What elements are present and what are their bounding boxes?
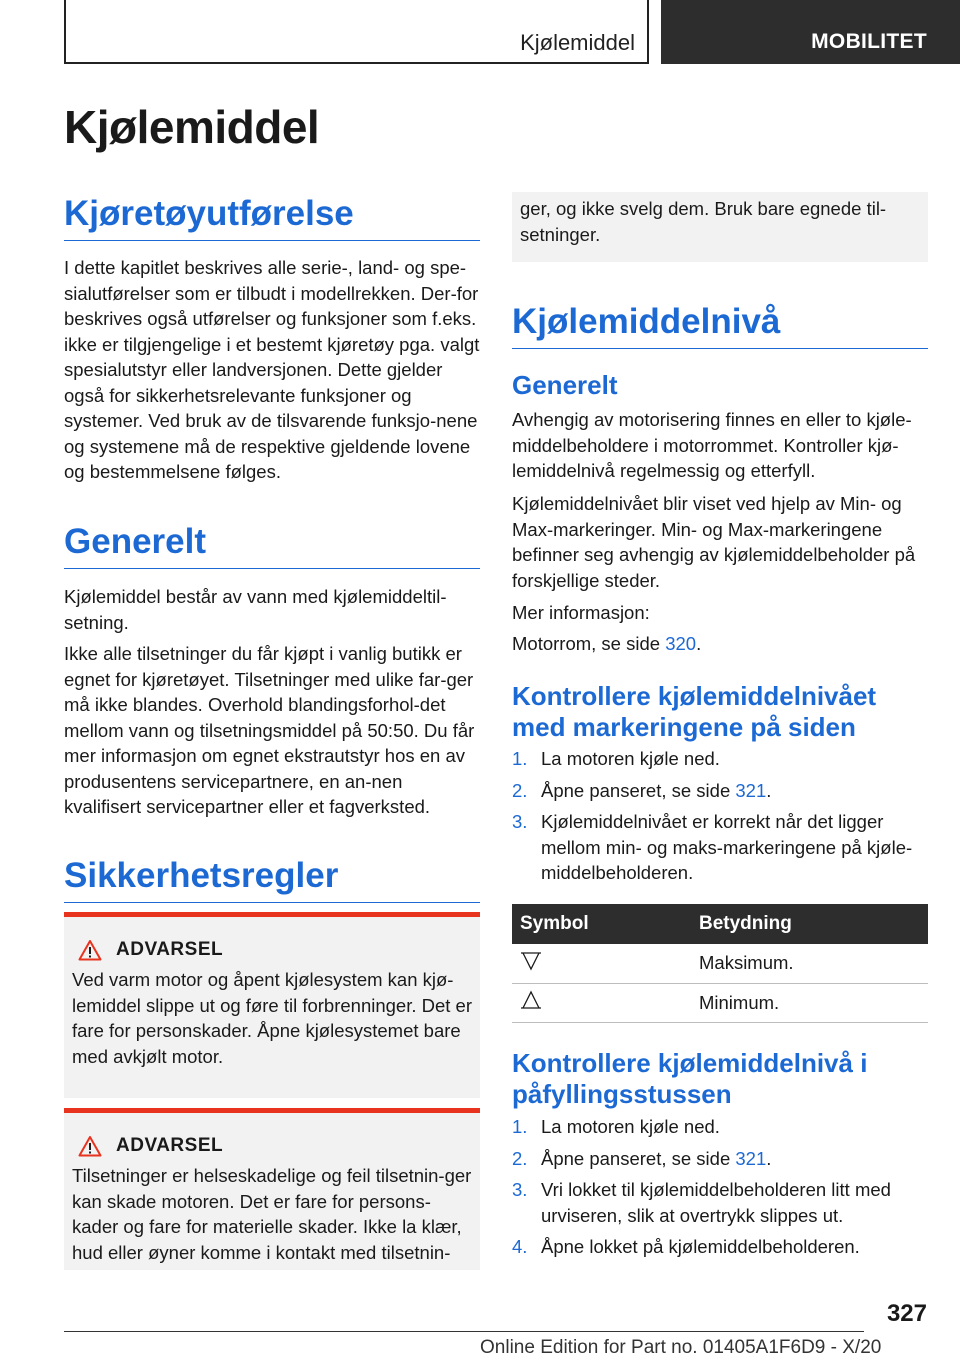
meaning-cell: Minimum.: [691, 983, 928, 1022]
header-section-tab: [661, 0, 960, 64]
symbol-table: [512, 904, 928, 1023]
step-item: [512, 746, 928, 772]
heading-vehicle-version: Kjøretøyutførelse: [64, 194, 480, 241]
warning-title: ADVARSEL: [116, 1135, 224, 1156]
warning-triangle-icon: [78, 1135, 102, 1157]
step-number: 2.: [512, 1147, 528, 1169]
step-item: [512, 1146, 928, 1172]
column-header-symbol: Symbol: [512, 904, 691, 944]
heading-general-level: Generelt: [512, 370, 618, 400]
warning-text: Tilsetninger er helseskadelige og feil tilsetnin-ger kan skade motoren. Det er fare for persons-kader og fare for materielle skader. Ikke la klær, hud eller øyner komme i kontakt med tilsetnin-: [72, 1165, 472, 1263]
header-title: Kjølemiddel: [520, 30, 635, 55]
step-text: Åpne lokket på kjølemiddelbeholderen.: [541, 1236, 860, 1257]
reference-text: Motorrom, se side: [512, 633, 666, 654]
step-item: [512, 809, 928, 886]
table-header-row: [512, 904, 928, 944]
step-text: Åpne panseret, se side 321.: [541, 1147, 772, 1169]
general-paragraph-1: Kjølemiddel består av vann med kjølemiddeltil-setning.: [64, 586, 447, 633]
level-general-paragraph-2: Kjølemiddelnivået blir viset ved hjelp av Min- og Max-markeringer. Min- og Max-markeringene befinner seg avhengig av kjølemiddelbeholder på forskjellige steder.: [512, 493, 916, 591]
step-number: 1.: [512, 748, 528, 769]
page-title: Kjølemiddel: [64, 101, 320, 153]
min-mark-icon: [520, 989, 542, 1011]
engine-bay-reference: [512, 631, 928, 657]
step-number: 1.: [512, 1116, 528, 1137]
page-link-321[interactable]: 321: [735, 779, 767, 801]
level-general-paragraph-1: Avhengig av motorisering finnes en eller to kjøle-middelbeholdere i motorrommet. Kontroller kjø-lemiddelnivå regelmessig og etterfyll.: [512, 409, 912, 481]
footer-divider: [64, 1331, 864, 1332]
more-info-label: Mer informasjon:: [512, 602, 650, 623]
heading-check-filler-neck: Kontrollere kjølemiddelnivå i påfyllingsstussen: [512, 1048, 868, 1109]
warning-triangle-icon: [78, 939, 102, 961]
step-number: 4.: [512, 1236, 528, 1257]
step-number: 2.: [512, 779, 528, 801]
step-item: [512, 1114, 928, 1140]
warning-text: Ved varm motor og åpent kjølesystem kan kjø-lemiddel slippe ut og føre til forbrenninger. Det er fare for personskader. Åpne kjølesystemet bare med avkjølt motor.: [72, 969, 473, 1067]
vehicle-version-text: I dette kapitlet beskrives alle serie-, land- og spe-sialutførelser som er tilbudt i modellrekken. Der-for beskrives også utførelser og funksjoner som f.eks. ikke er tilgjengelige i et bestemt kjøretøy pga. valgt spesialutstyr eller landversjonen. Dette gjelder også for sikkerhetsrelevante funksjoner og systemer. Ved bruk av de tilsvarende funksjo-nene og systemene må de respektive gjeldende lovene og bestemmelsene følges.: [64, 257, 480, 482]
step-item: [512, 1177, 928, 1228]
warning-title: ADVARSEL: [116, 939, 224, 960]
step-item: [512, 1234, 928, 1260]
table-row: [512, 944, 928, 983]
heading-general: Generelt: [64, 522, 480, 569]
page-link-320[interactable]: 320: [665, 633, 697, 654]
heading-safety-rules: Sikkerhetsregler: [64, 856, 480, 903]
page-number: 327: [886, 1300, 927, 1327]
step-text: Åpne panseret, se side 321.: [541, 779, 772, 801]
step-item: [512, 778, 928, 804]
step-number: 3.: [512, 1179, 528, 1200]
column-header-meaning: Betydning: [691, 904, 928, 944]
step-text: Vri lokket til kjølemiddelbeholderen litt med urviseren, slik at overtrykk slippes ut.: [541, 1179, 891, 1226]
warning-header: [72, 939, 472, 961]
warning-box-hot-engine: [64, 912, 480, 1098]
reference-end: .: [696, 633, 702, 654]
steps-check-markings: [512, 746, 928, 892]
symbol-cell: [512, 944, 691, 983]
footer-edition-text: Online Edition for Part no. 01405A1F6D9 - X/20: [480, 1337, 882, 1358]
step-text: La motoren kjøle ned.: [541, 748, 720, 769]
symbol-cell: [512, 983, 691, 1022]
step-text: Kjølemiddelnivået er korrekt når det ligger mellom min- og maks-markeringene på kjøle-middelbeholderen.: [541, 811, 913, 883]
header-title-box: [64, 0, 649, 64]
max-mark-icon: [520, 950, 542, 972]
warning-header: [72, 1135, 472, 1157]
heading-check-markings: Kontrollere kjølemiddelnivået med markeringene på siden: [512, 681, 877, 742]
header-section-label: MOBILITET: [811, 30, 927, 53]
step-number: 3.: [512, 811, 528, 832]
heading-coolant-level: Kjølemiddelnivå: [512, 302, 928, 349]
table-row: [512, 983, 928, 1022]
step-text: La motoren kjøle ned.: [541, 1116, 720, 1137]
meaning-cell: Maksimum.: [691, 944, 928, 983]
steps-check-filler-neck: [512, 1114, 928, 1266]
general-paragraph-2: Ikke alle tilsetninger du får kjøpt i vanlig butikk er egnet for kjøretøyet. Tilsetninger med ulike far-ger må ikke blandes. Overhold blandingsforhol-det mellom vann og tilsetningsmiddel på 50:50. Du får mer informasjon om egnet ekstrautstyr hos en av produsentens servicepartnere, en an-nen kvalifisert servicepartner eller et fagverksted.: [64, 643, 475, 817]
warning-continuation: ger, og ikke svelg dem. Bruk bare egnede til-setninger.: [512, 192, 928, 262]
page-link-321[interactable]: 321: [735, 1147, 767, 1169]
warning-box-additives: [64, 1108, 480, 1270]
